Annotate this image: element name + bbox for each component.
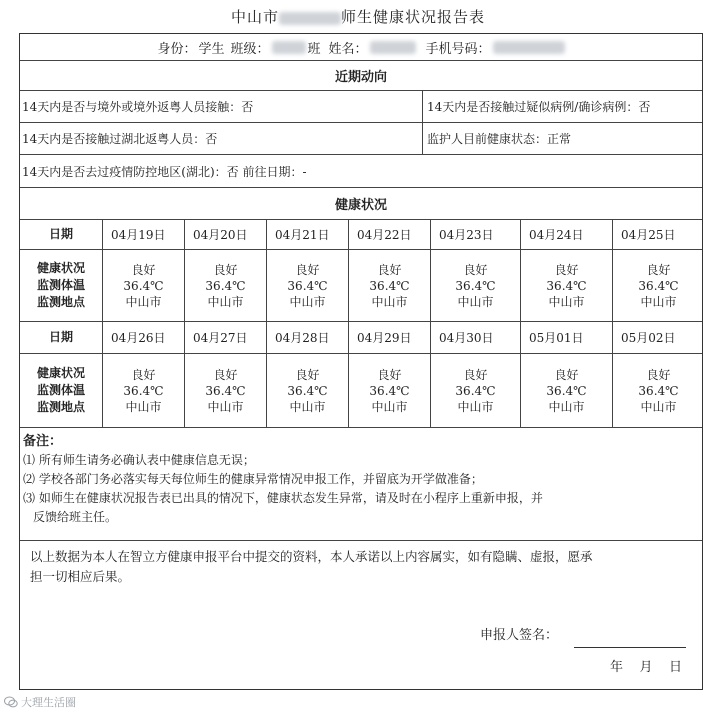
temperature-value: 36.4℃ — [638, 278, 679, 293]
health-record-cell — [430, 250, 520, 321]
temperature-value: 36.4℃ — [287, 383, 328, 398]
redacted-class — [272, 41, 306, 54]
temperature-value: 36.4℃ — [205, 278, 246, 293]
notes-heading: 备注： — [23, 434, 63, 449]
note-3b: 反馈给班主任。 — [33, 510, 118, 524]
date-cell: 04月19日 — [102, 220, 184, 249]
location-value: 中山市 — [125, 294, 162, 309]
status-value: 良好 — [463, 367, 488, 382]
temperature-value: 36.4℃ — [455, 278, 496, 293]
health-record-cell — [520, 354, 612, 427]
health-record-cell — [184, 250, 266, 321]
temperature-value: 36.4℃ — [546, 278, 587, 293]
date-cell: 04月27日 — [184, 322, 266, 353]
class-label: 班级： — [230, 41, 270, 57]
status-value: 良好 — [295, 262, 320, 277]
location-value: 中山市 — [640, 399, 677, 414]
recent-row-1 — [20, 91, 702, 123]
identity-value: 学生 — [198, 41, 225, 57]
status-value: 良好 — [646, 262, 671, 277]
status-value: 良好 — [554, 367, 579, 382]
page-title — [0, 6, 716, 27]
date-cell: 04月20日 — [184, 220, 266, 249]
identity-row — [20, 34, 702, 61]
date-cell: 04月29日 — [348, 322, 430, 353]
temperature-value: 36.4℃ — [369, 383, 410, 398]
note-2: ⑵ 学校各部门务必落实每天每位师生的健康异常情况申报工作，并留底为开学做准备； — [23, 472, 483, 486]
location-value: 中山市 — [289, 294, 326, 309]
recent-row-2 — [20, 123, 702, 155]
location-value: 中山市 — [125, 399, 162, 414]
week1-date-row — [20, 220, 702, 250]
health-row-label: 监测地点 — [36, 295, 85, 309]
health-record-cell — [102, 354, 184, 427]
date-cell: 04月30日 — [430, 322, 520, 353]
health-row-labels — [20, 250, 102, 321]
health-row-label: 监测体温 — [36, 383, 85, 397]
redacted-phone — [493, 41, 565, 54]
health-record-cell — [266, 250, 348, 321]
signature-line[interactable] — [574, 647, 686, 648]
health-row-label: 健康状况 — [36, 366, 85, 380]
temperature-value: 36.4℃ — [123, 383, 164, 398]
temperature-value: 36.4℃ — [546, 383, 587, 398]
location-value: 中山市 — [207, 399, 244, 414]
health-heading: 健康状况 — [334, 198, 387, 213]
declaration-line2: 担一切相应后果。 — [30, 569, 131, 584]
health-row-label: 健康状况 — [36, 261, 85, 275]
watermark — [4, 694, 76, 710]
health-row-labels — [20, 354, 102, 427]
status-value: 良好 — [131, 367, 156, 382]
status-value: 良好 — [463, 262, 488, 277]
redacted-name — [370, 41, 416, 54]
status-value: 良好 — [131, 262, 156, 277]
sign-date: 年 月 日 — [610, 660, 683, 675]
recent-q4: 监护人目前健康状态：正常 — [422, 123, 704, 154]
location-value: 中山市 — [548, 399, 585, 414]
date-cell: 04月28日 — [266, 322, 348, 353]
signature-label: 申报人签名： — [480, 628, 559, 643]
health-record-cell — [612, 250, 704, 321]
status-value: 良好 — [646, 367, 671, 382]
health-record-cell — [266, 354, 348, 427]
title-prefix: 中山市 — [230, 8, 279, 26]
date-cell: 04月26日 — [102, 322, 184, 353]
recent-q5: 14天内是否去过疫情防控地区(湖北)：否 前往日期：- — [22, 164, 307, 179]
date-label: 日期 — [48, 330, 73, 344]
class-suffix: 班 — [307, 41, 321, 57]
notes-section — [20, 428, 702, 541]
health-record-cell — [348, 250, 430, 321]
status-value: 良好 — [377, 367, 402, 382]
date-cell: 04月22日 — [348, 220, 430, 249]
location-value: 中山市 — [371, 399, 408, 414]
identity-label: 身份： — [157, 41, 197, 57]
date-cell: 05月02日 — [612, 322, 704, 353]
health-record-cell — [184, 354, 266, 427]
health-record-cell — [520, 250, 612, 321]
date-cell: 04月25日 — [612, 220, 704, 249]
name-label: 姓名： — [328, 41, 368, 57]
redacted-school-name — [279, 12, 341, 25]
status-value: 良好 — [554, 262, 579, 277]
recent-q1: 14天内是否与境外或境外返粤人员接触：否 — [22, 100, 254, 114]
note-1: ⑴ 所有师生请务必确认表中健康信息无误； — [23, 453, 255, 467]
recent-row-3 — [20, 155, 702, 188]
location-value: 中山市 — [640, 294, 677, 309]
date-cell: 04月24日 — [520, 220, 612, 249]
date-label: 日期 — [48, 227, 73, 241]
status-value: 良好 — [377, 262, 402, 277]
week2-data-row — [20, 354, 702, 428]
health-row-label: 监测体温 — [36, 278, 85, 292]
status-value: 良好 — [213, 262, 238, 277]
health-record-cell — [612, 354, 704, 427]
location-value: 中山市 — [457, 399, 494, 414]
location-value: 中山市 — [457, 294, 494, 309]
health-heading-row — [20, 188, 702, 220]
recent-heading-row — [20, 61, 702, 91]
watermark-text: 大理生活圈 — [21, 696, 76, 709]
health-record-cell — [430, 354, 520, 427]
week2-date-row — [20, 322, 702, 354]
location-value: 中山市 — [371, 294, 408, 309]
location-value: 中山市 — [207, 294, 244, 309]
date-cell: 05月01日 — [520, 322, 612, 353]
week1-data-row — [20, 250, 702, 322]
recent-q3: 14天内是否接触过湖北返粤人员：否 — [22, 132, 218, 146]
recent-heading: 近期动向 — [334, 70, 387, 85]
health-record-cell — [102, 250, 184, 321]
temperature-value: 36.4℃ — [123, 278, 164, 293]
temperature-value: 36.4℃ — [205, 383, 246, 398]
health-report-form — [19, 33, 703, 690]
date-cell: 04月21日 — [266, 220, 348, 249]
temperature-value: 36.4℃ — [287, 278, 328, 293]
declaration — [20, 547, 702, 587]
note-3a: ⑶ 如师生在健康状况报告表已出具的情况下，健康状态发生异常，请及时在小程序上重新申报，并 — [23, 491, 543, 505]
status-value: 良好 — [213, 367, 238, 382]
location-value: 中山市 — [548, 294, 585, 309]
location-value: 中山市 — [289, 399, 326, 414]
wechat-icon — [4, 696, 18, 708]
health-row-label: 监测地点 — [36, 400, 85, 414]
date-cell: 04月23日 — [430, 220, 520, 249]
phone-label: 手机号码： — [425, 41, 491, 57]
title-suffix: 师生健康状况报告表 — [341, 8, 486, 26]
temperature-value: 36.4℃ — [638, 383, 679, 398]
temperature-value: 36.4℃ — [369, 278, 410, 293]
status-value: 良好 — [295, 367, 320, 382]
declaration-line1: 以上数据为本人在智立方健康申报平台中提交的资料，本人承诺以上内容属实，如有隐瞒、虚报，愿承 — [30, 549, 593, 564]
temperature-value: 36.4℃ — [455, 383, 496, 398]
recent-q2: 14天内是否接触过疑似病例/确诊病例：否 — [422, 91, 704, 122]
health-record-cell — [348, 354, 430, 427]
